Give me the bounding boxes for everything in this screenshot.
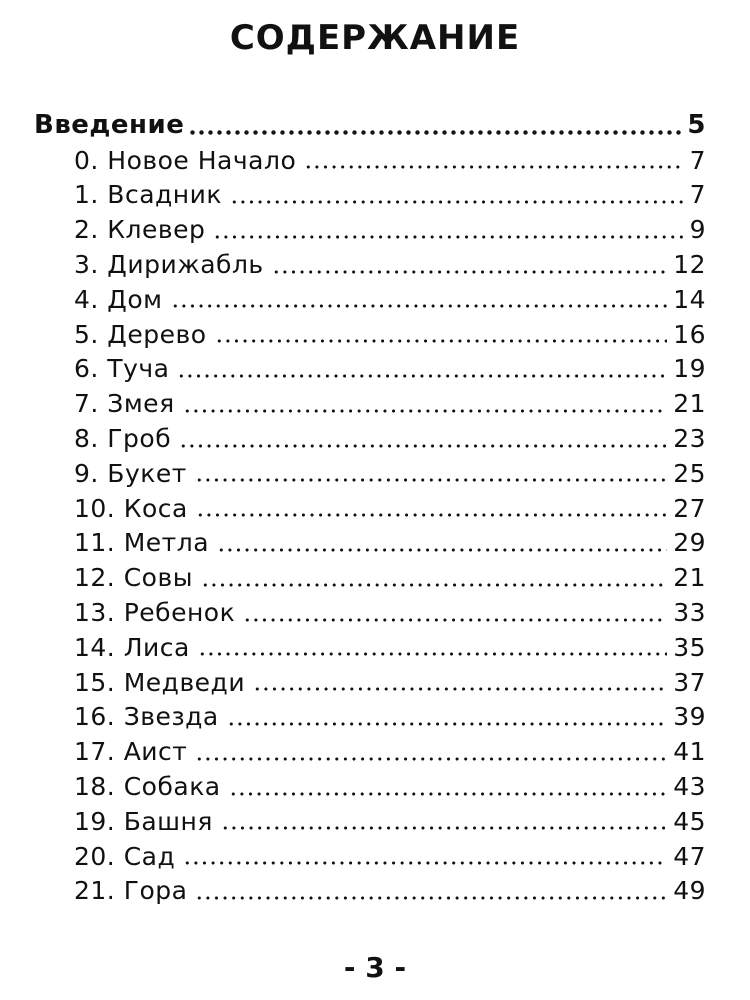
dot-leader: [171, 304, 668, 308]
toc-entry-page: 47: [673, 841, 706, 871]
toc-entry: [0, 317, 750, 352]
toc-entry-label: 3. Дирижабль: [74, 250, 264, 280]
toc-entry: [0, 874, 750, 909]
toc-entry: [0, 386, 750, 421]
toc-entry: [0, 526, 750, 561]
toc-entry: [0, 212, 750, 247]
dot-leader: [183, 409, 668, 413]
dot-leader: [272, 270, 668, 274]
toc-entry: [0, 247, 750, 282]
toc-entry: [0, 734, 750, 769]
toc-entry-label: 13. Ребенок: [74, 598, 236, 628]
dot-leader: [221, 826, 667, 830]
toc-entry: [0, 560, 750, 595]
toc-entry-label: 19. Башня: [74, 806, 213, 836]
toc-entry-page: 12: [673, 250, 706, 280]
toc-entry-page: 19: [673, 354, 706, 384]
toc-entry-page: 14: [673, 284, 706, 314]
toc-entry-label: 10. Коса: [74, 493, 188, 523]
page-number: - 3 -: [343, 951, 407, 984]
toc-entry-page: 39: [673, 702, 706, 732]
toc-entry: [0, 456, 750, 491]
dot-leader: [229, 792, 668, 796]
toc-entry-page: 7: [689, 180, 706, 210]
dot-leader: [179, 444, 667, 448]
toc-entry: [0, 421, 750, 456]
toc-entry-label: 1. Всадник: [74, 180, 222, 210]
toc-entry-page: 37: [673, 667, 706, 697]
toc-entry: [0, 769, 750, 804]
toc-entry-page: 43: [673, 772, 706, 802]
toc-entry-label: 11. Метла: [74, 528, 210, 558]
toc-entry-page: 45: [673, 806, 706, 836]
toc-entry-label: 17. Аист: [74, 737, 188, 767]
page-title: СОДЕРЖАНИЕ: [229, 18, 521, 58]
dot-leader: [195, 757, 667, 761]
toc-entry-page: 23: [673, 424, 706, 454]
toc-entry-label: Введение: [34, 110, 185, 141]
toc-entry: [0, 491, 750, 526]
dot-leader: [243, 618, 667, 622]
toc-entry-label: 9. Букет: [74, 458, 187, 488]
dot-leader: [230, 200, 684, 204]
toc-entry-page: 9: [689, 215, 706, 245]
toc-entry: [0, 352, 750, 387]
dot-leader: [253, 687, 667, 691]
toc-entry-label: 14. Лиса: [74, 632, 190, 662]
toc-entry: [0, 282, 750, 317]
toc-entry-label: 0. Новое Начало: [74, 145, 297, 175]
toc-entry: [0, 804, 750, 839]
toc-entry-page: 33: [673, 598, 706, 628]
dot-leader: [217, 548, 667, 552]
toc-entry-label: 8. Гроб: [74, 424, 172, 454]
dot-leader: [177, 374, 667, 378]
toc-entry-label: 21. Гора: [74, 876, 188, 906]
toc-entry-page: 49: [673, 876, 706, 906]
toc-entry-label: 20. Сад: [74, 841, 176, 871]
toc-entry-page: 41: [673, 737, 706, 767]
dot-leader: [195, 478, 667, 482]
toc-entry-label: 7. Змея: [74, 389, 175, 419]
toc-entry-page: 16: [673, 319, 706, 349]
dot-leader: [195, 896, 667, 900]
dot-leader: [196, 513, 667, 517]
toc-entry-page: 35: [673, 632, 706, 662]
toc-entry: [0, 700, 750, 735]
toc-entry: [0, 630, 750, 665]
toc-entry-introduction: [0, 108, 750, 143]
toc-entry-label: 16. Звезда: [74, 702, 219, 732]
toc-entry-page: 7: [689, 145, 706, 175]
dot-leader: [213, 235, 683, 239]
toc-entry-label: 15. Медведи: [74, 667, 246, 697]
toc-entry-page: 29: [673, 528, 706, 558]
dot-leader: [198, 652, 667, 656]
toc-entry-label: 12. Совы: [74, 563, 193, 593]
dot-leader: [183, 861, 667, 865]
toc-entry: [0, 178, 750, 213]
toc-entry-label: 5. Дерево: [74, 319, 207, 349]
toc-entry-label: 4. Дом: [74, 284, 163, 314]
toc-entry: [0, 143, 750, 178]
toc-entry-page: 25: [673, 458, 706, 488]
toc-entry-page: 5: [687, 110, 706, 141]
toc-entry-page: 21: [673, 389, 706, 419]
toc-entry-label: 2. Клевер: [74, 215, 206, 245]
toc-entry: [0, 839, 750, 874]
toc-entry-label: 18. Собака: [74, 772, 221, 802]
dot-leader: [304, 165, 683, 169]
toc-entry-page: 27: [673, 493, 706, 523]
table-of-contents: [0, 108, 750, 908]
toc-entry-label: 6. Туча: [74, 354, 170, 384]
dot-leader: [201, 583, 667, 587]
toc-entry: [0, 595, 750, 630]
toc-entry-page: 21: [673, 563, 706, 593]
dot-leader: [227, 722, 667, 726]
dot-leader: [215, 339, 668, 343]
toc-entry: [0, 665, 750, 700]
dot-leader: [188, 130, 683, 135]
